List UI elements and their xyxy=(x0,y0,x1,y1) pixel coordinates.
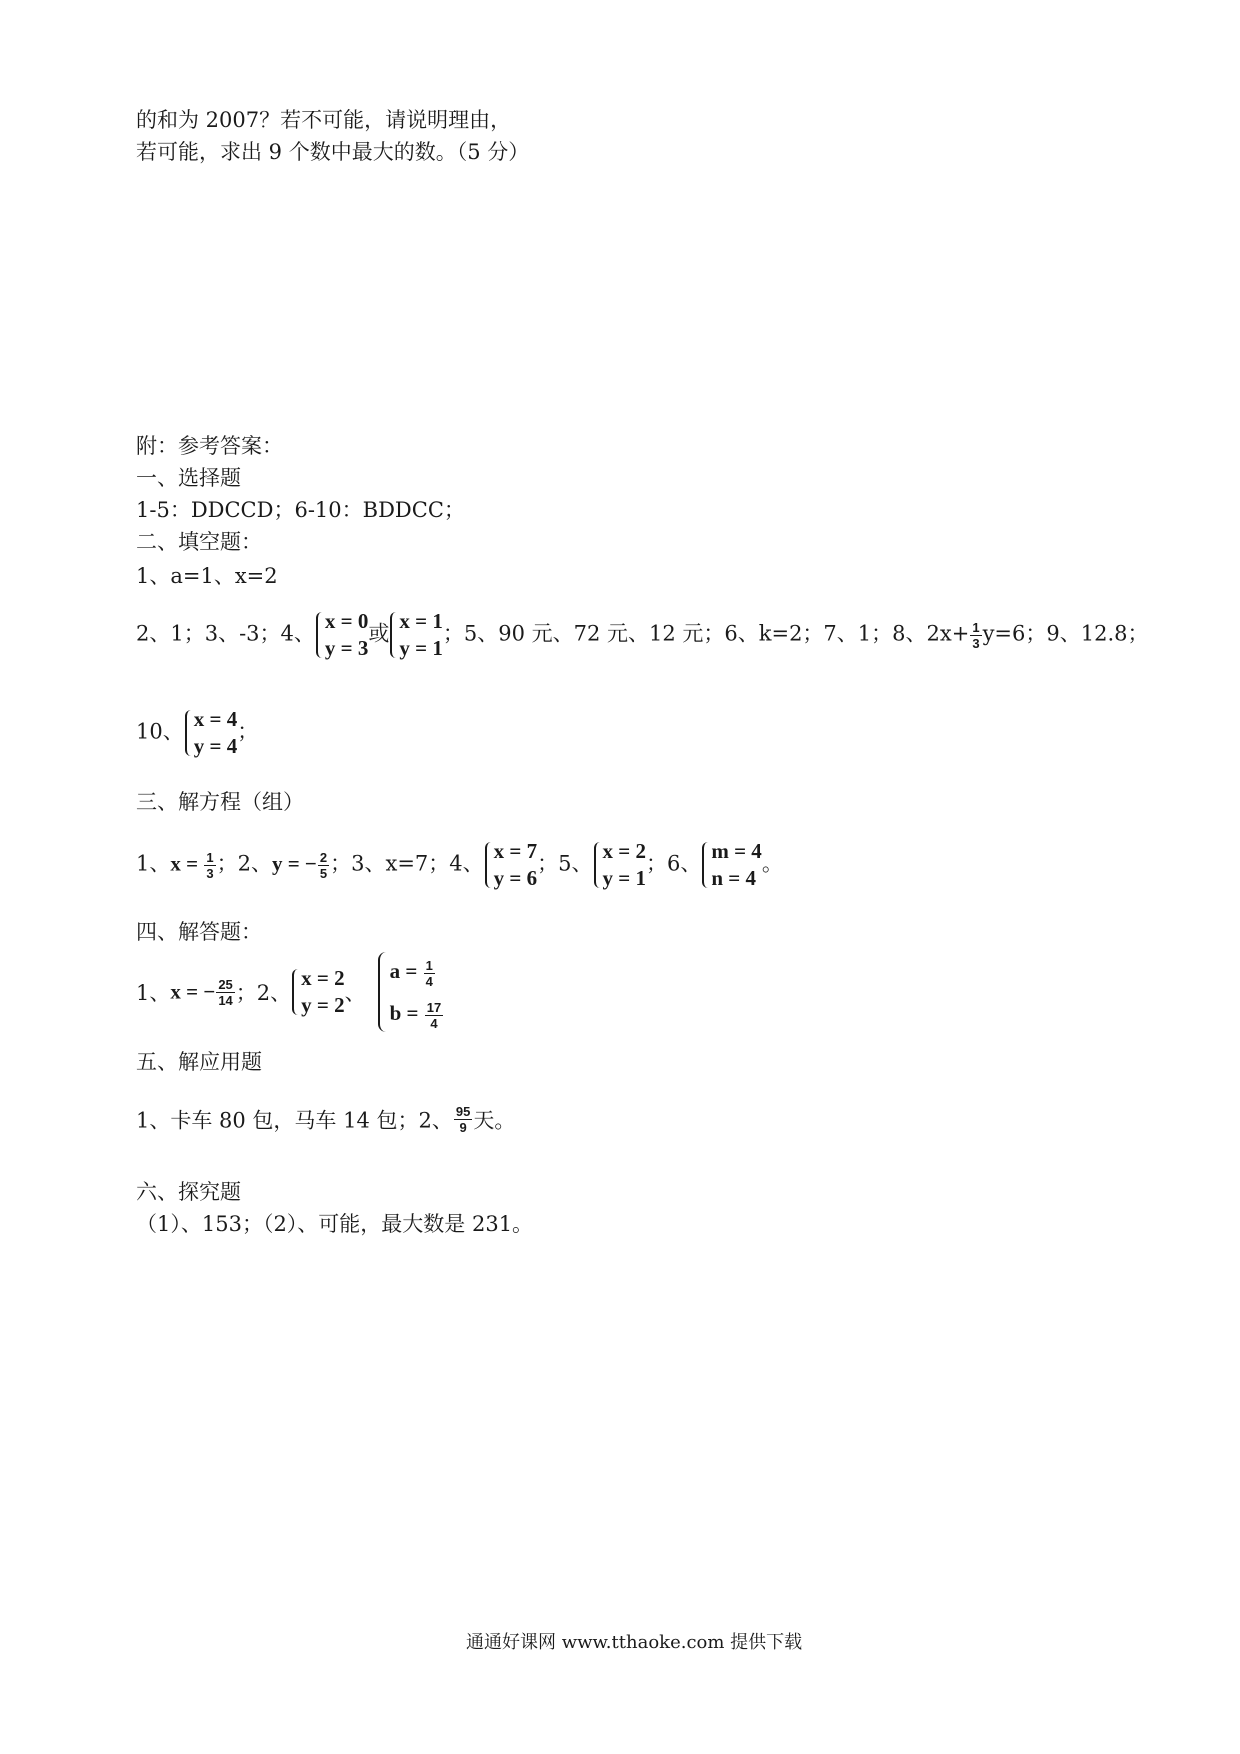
s3-x-eq: x = xyxy=(170,851,204,876)
s5-text1: 1、卡车 80 包，马车 14 包；2、 xyxy=(136,1108,453,1133)
system-b: x = 1 y = 1 xyxy=(389,608,442,662)
s3-sep2: ；3、x=7；4、 xyxy=(330,851,484,876)
s4-x-eq: x = − xyxy=(170,979,216,1004)
section-6-answers: （1）、153；（2）、可能，最大数是 231。 xyxy=(136,1212,534,1236)
s3-a1: 1、 xyxy=(136,851,171,876)
section-1-heading: 一、选择题 xyxy=(136,466,241,490)
question-line-1: 的和为 2007？若不可能，请说明理由， xyxy=(136,108,512,132)
section-2-q2-line xyxy=(136,608,1149,662)
section-5-heading: 五、解应用题 xyxy=(136,1050,262,1074)
s5-text2: 天。 xyxy=(473,1108,516,1133)
s3-sep3: ；5、 xyxy=(537,851,593,876)
fraction: $\frac{17}{4}$ xyxy=(426,999,442,1031)
section-2-heading: 二、填空题： xyxy=(136,530,262,554)
system-q10: x = 4 y = 4 xyxy=(184,706,237,760)
b-eq: b = xyxy=(389,1001,424,1025)
system-4: x = 7 y = 6 xyxy=(484,838,537,892)
system-5: x = 2 y = 1 xyxy=(593,838,646,892)
section-4-heading: 四、解答题： xyxy=(136,920,262,944)
fraction: $\frac{1}{3}$ xyxy=(972,619,980,651)
q2-mid: ；5、90 元、72 元、12 元；6、k=2；7、1；8、2x+ xyxy=(442,621,970,646)
system-6: m = 4 n = 4 xyxy=(701,838,761,892)
s4-a1: 1、 xyxy=(136,981,171,1005)
fraction: $\frac{1}{3}$ xyxy=(206,849,214,881)
fraction: $\frac{1}{4}$ xyxy=(425,957,433,989)
system-a: x = 0 y = 3 xyxy=(315,608,368,662)
section-3-line xyxy=(136,838,783,892)
q2-prefix: 2、1；3、-3；4、 xyxy=(136,621,315,646)
answers-title: 附：参考答案： xyxy=(136,434,283,458)
section-3-heading: 三、解方程（组） xyxy=(136,790,304,814)
question-line-2: 若可能，求出 9 个数中最大的数。（5 分） xyxy=(136,140,530,164)
s3-sep1: ；2、 xyxy=(216,851,272,876)
s3-sep4: ；6、 xyxy=(645,851,702,876)
system-ab xyxy=(376,950,445,1034)
section-4-line xyxy=(136,950,444,1034)
q10-prefix: 10、 xyxy=(136,719,184,744)
s3-y-eq: y = − xyxy=(271,851,317,876)
system-s4: x = 2 y = 2 xyxy=(291,965,344,1019)
s3-end: 。 xyxy=(761,851,783,876)
a-eq: a = xyxy=(389,959,423,983)
q10-suffix: ； xyxy=(237,719,259,744)
section-2-q10-line xyxy=(136,706,258,760)
section-5-line xyxy=(136,1104,515,1135)
section-6-heading: 六、探究题 xyxy=(136,1180,241,1204)
fraction: $\frac{95}{9}$ xyxy=(455,1104,471,1135)
q2-after: y=6；9、12.8； xyxy=(982,621,1149,646)
section-1-answers: 1-5：DDCCD；6-10：BDDCC； xyxy=(136,498,465,522)
fraction: $\frac{2}{5}$ xyxy=(319,849,328,881)
page-footer: 通通好课网 www.tthaoke.com 提供下载 xyxy=(466,1632,803,1653)
section-2-q1: 1、a=1、x=2 xyxy=(136,564,278,588)
s4-sep2: 、 xyxy=(344,981,366,1005)
or-text: 或 xyxy=(368,621,390,646)
s4-sep: ；2、 xyxy=(235,981,292,1005)
fraction: $\frac{25}{14}$ xyxy=(218,976,233,1008)
